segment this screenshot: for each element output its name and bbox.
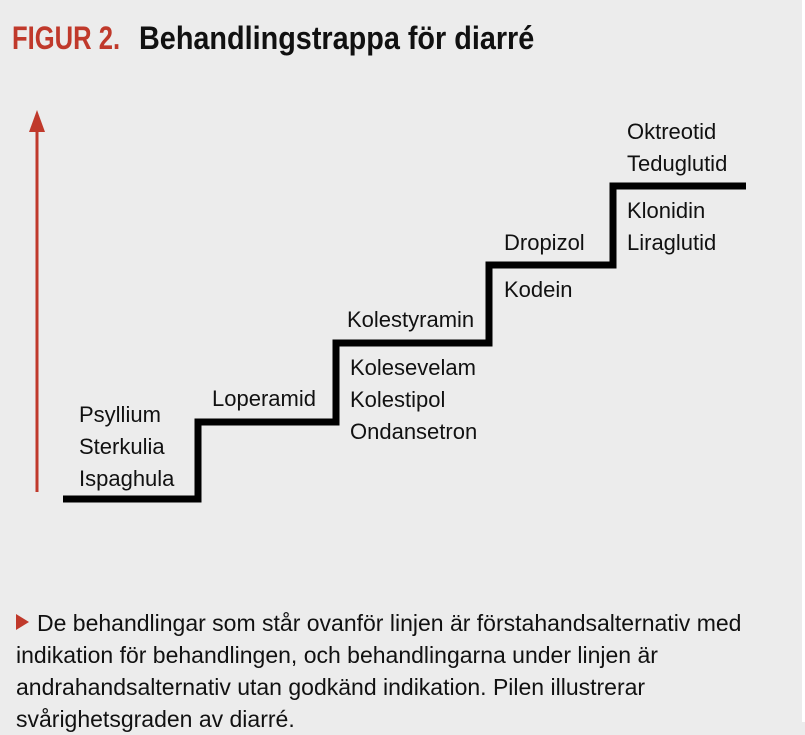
step-2-above bbox=[212, 383, 316, 415]
caption-text: De behandlingar som står ovanför linjen är förstahandsalternativ med indikation för behandlingen, och behandlingarna under linjen är andrahandsalternativ utan godkänd indikation. Pilen illustrerar svårighetsgraden av diarré. bbox=[16, 610, 742, 732]
severity-arrow-head bbox=[29, 110, 45, 132]
drug-label: Ispaghula bbox=[79, 466, 175, 491]
step-4-above bbox=[504, 227, 585, 259]
drug-label: Kodein bbox=[504, 277, 573, 302]
figure-title-text: Behandlingstrappa för diarré bbox=[139, 20, 535, 56]
drug-label: Kolesevelam bbox=[350, 355, 476, 380]
drug-label: Ondansetron bbox=[350, 419, 478, 444]
drug-label: Klonidin bbox=[627, 198, 706, 223]
drug-label: Loperamid bbox=[212, 386, 316, 411]
drug-label: Dropizol bbox=[504, 230, 585, 255]
figure-label: FIGUR 2. bbox=[12, 20, 121, 56]
drug-label: Psyllium bbox=[79, 402, 161, 427]
drug-label: Kolestyramin bbox=[347, 307, 475, 332]
step-3-above bbox=[347, 304, 474, 336]
drug-label: Sterkulia bbox=[79, 434, 165, 459]
step-5-below bbox=[627, 195, 716, 259]
step-5-above bbox=[627, 116, 727, 180]
step-4-below bbox=[504, 274, 573, 306]
drug-label: Liraglutid bbox=[627, 230, 717, 255]
step-3-below bbox=[350, 352, 477, 448]
drug-label: Kolestipol bbox=[350, 387, 446, 412]
caption-triangle-icon bbox=[16, 614, 29, 630]
drug-label: Teduglutid bbox=[627, 151, 728, 176]
step-1-below bbox=[79, 399, 174, 495]
drug-label: Oktreotid bbox=[627, 119, 717, 144]
figure-caption bbox=[16, 607, 791, 735]
